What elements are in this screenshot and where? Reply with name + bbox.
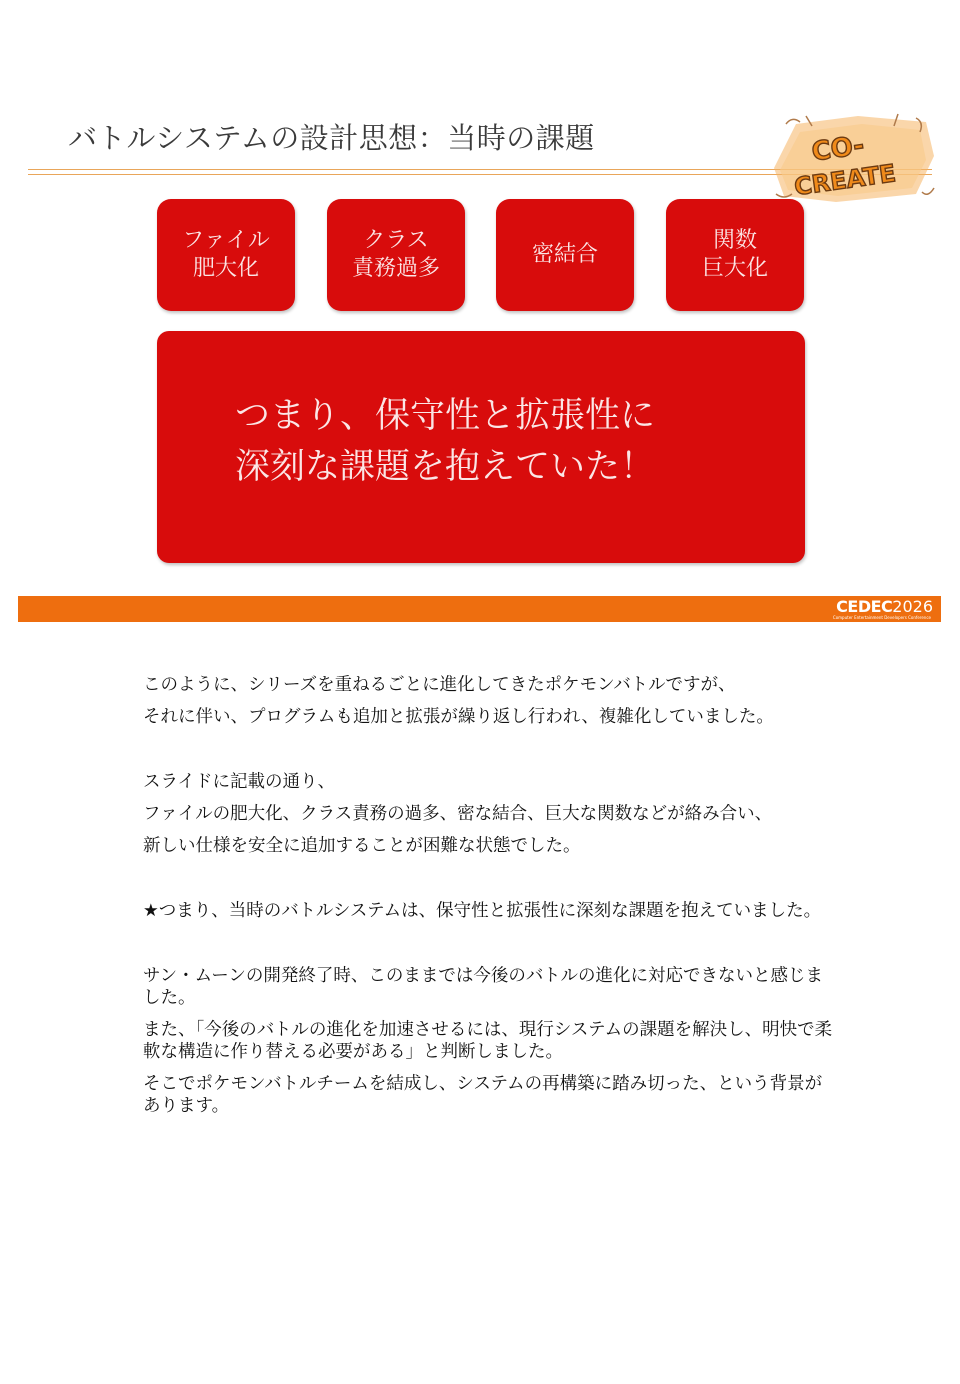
notes-paragraph: スライドに記載の通り、: [143, 772, 335, 792]
speaker-notes: [143, 674, 833, 1127]
notes-paragraph: 新しい仕様を安全に追加することが困難な状態でした。: [143, 836, 581, 856]
issue-label: 肥大化: [192, 256, 259, 281]
issue-label: 密結合: [531, 241, 598, 267]
svg-text:CREATE: CREATE: [792, 159, 898, 202]
issue-label: 関数: [712, 227, 757, 253]
cedec-subtitle: Computer Entertainment Developers Conference: [832, 615, 931, 620]
notes-paragraph: サン・ムーンの開発終了時、このままでは今後のバトルの進化に対応できないと感じました。: [143, 966, 824, 1008]
notes-paragraph: ファイルの肥大化、クラス責務の過多、密な結合、巨大な関数などが絡み合い、: [143, 804, 773, 824]
co-create-logo: [766, 110, 936, 206]
issue-label: クラス: [363, 227, 429, 253]
cedec-logo: [836, 597, 933, 616]
notes-paragraph: このように、シリーズを重ねるごとに進化してきたポケモンバトルですが、: [143, 675, 736, 695]
summary-line: つまり、保守性と拡張性に: [235, 396, 656, 436]
issue-box-tight-coupling: [496, 199, 634, 311]
notes-paragraph: また、「今後のバトルの進化を加速させるには、現行システムの課題を解決し、明快で柔軟な構造に作り替える必要がある」と判断しました。: [143, 1020, 833, 1062]
issue-label: ファイル: [182, 227, 270, 253]
cedec-brand: CEDEC: [836, 597, 893, 616]
cedec-year: 2026: [892, 597, 933, 616]
svg-text:CO-: CO-: [809, 130, 867, 168]
issue-label: 巨大化: [701, 256, 768, 281]
issue-box-file-bloat: [157, 199, 295, 311]
summary-line: 深刻な課題を抱えていた！: [235, 446, 656, 487]
slide-title: バトルシステムの設計思想：当時の課題: [68, 121, 595, 155]
summary-box: [157, 331, 805, 563]
slide-footer-bar: [18, 596, 941, 622]
issue-box-huge-functions: [666, 199, 804, 311]
issue-box-class-responsibility: [327, 199, 465, 311]
slide: [0, 0, 960, 630]
notes-paragraph: ★つまり、当時のバトルシステムは、保守性と拡張性に深刻な課題を抱えていました。: [143, 901, 822, 921]
notes-paragraph: そこでポケモンバトルチームを結成し、システムの再構築に踏み切った、という背景があります。: [143, 1074, 823, 1116]
issue-label: 責務過多: [351, 256, 440, 281]
notes-paragraph: それに伴い、プログラムも追加と拡張が繰り返し行われ、複雑化していました。: [143, 707, 774, 727]
